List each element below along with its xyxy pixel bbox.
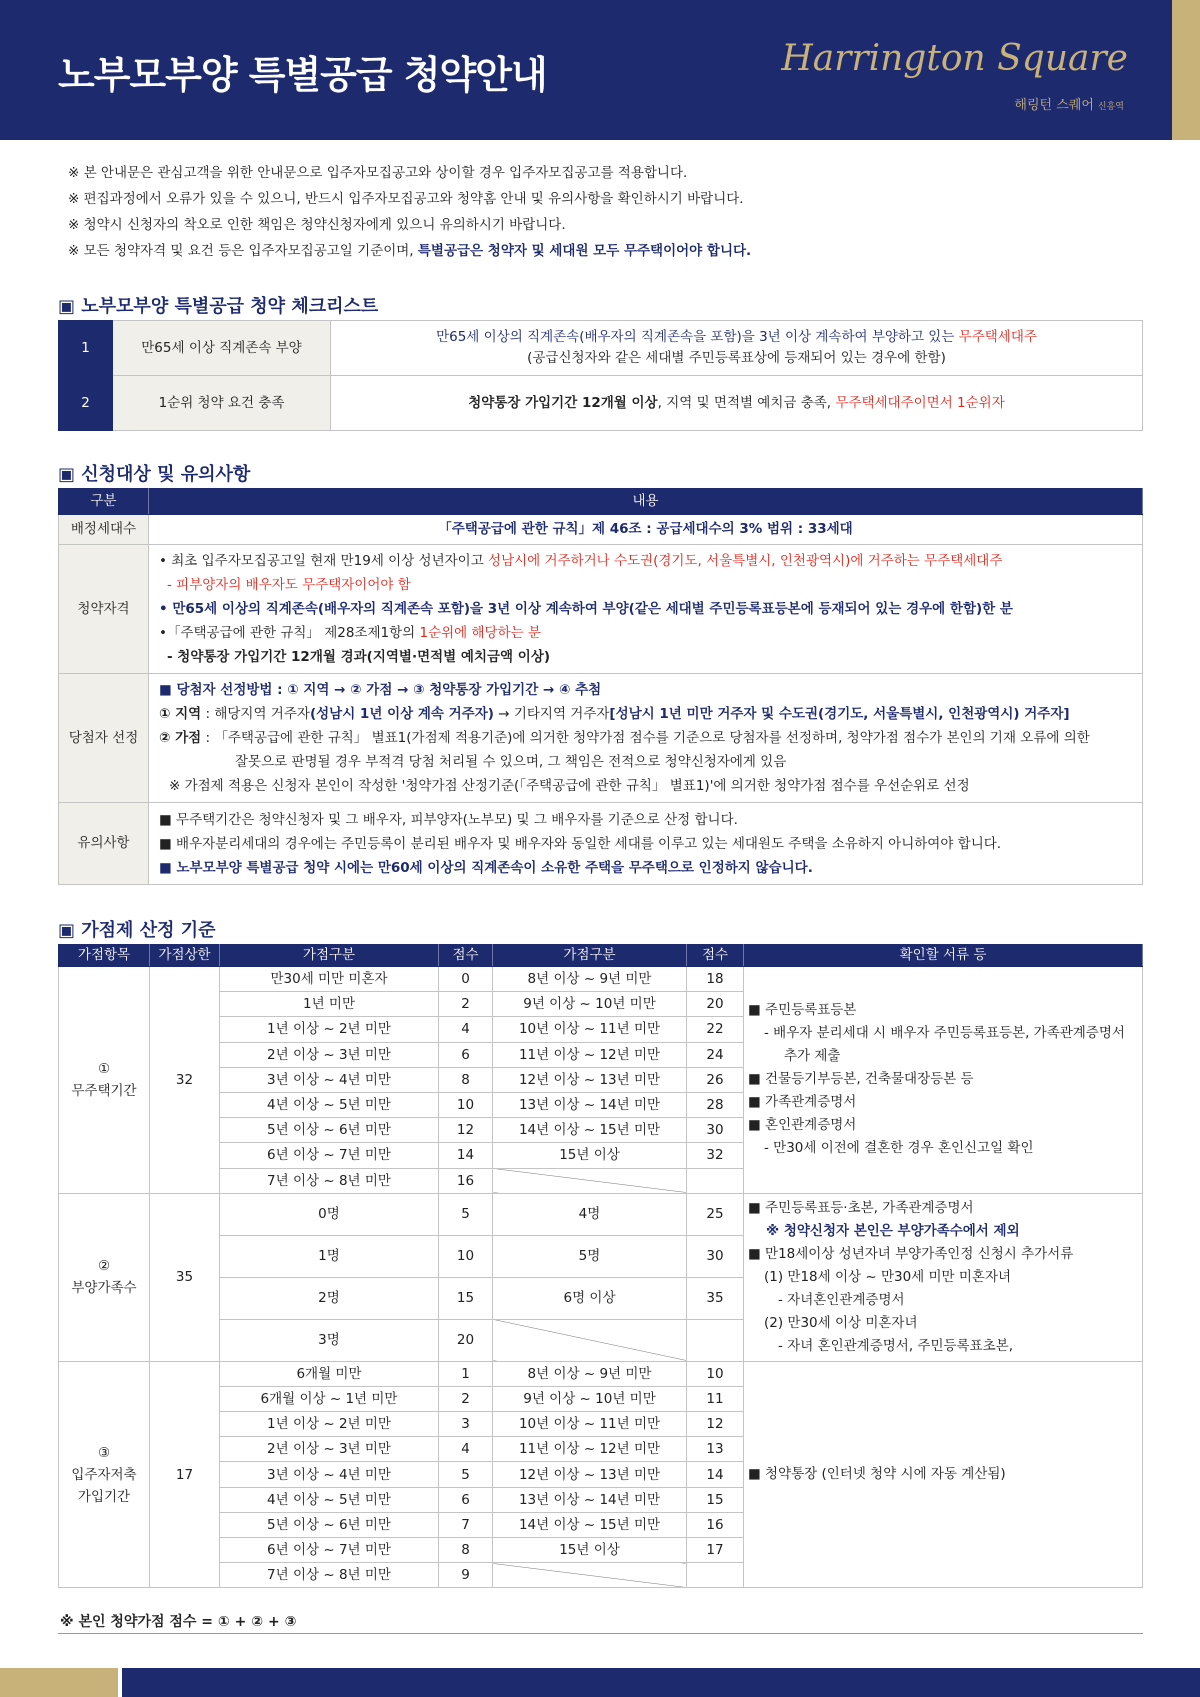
notice-text: ※ 모든 청약자격 및 요건 등은 입주자모집공고일 기준이며, xyxy=(68,243,418,259)
header-gold-bar xyxy=(1172,0,1200,140)
score-category: 2년 이상 ~ 3년 미만 xyxy=(220,1437,439,1462)
score-value: 20 xyxy=(439,1319,493,1361)
notice-line: ※ 편집과정에서 오류가 있을 수 있으니, 반드시 입주자모집공고와 청약홈 안내 및 유의사항을 확인하시기 바랍니다. xyxy=(68,191,744,207)
score-value: 3 xyxy=(439,1412,493,1437)
score-category: 4명 xyxy=(493,1193,687,1235)
document-line: ※ 청약신청자 본인은 부양가족수에서 제외 xyxy=(766,1222,1020,1239)
score-category: 13년 이상 ~ 14년 미만 xyxy=(493,1487,687,1512)
row-description xyxy=(331,321,1143,376)
score-value: 14 xyxy=(439,1143,493,1168)
scoring-heading: ▣ 가점제 산정 기준 xyxy=(58,920,216,941)
col-header: 가점상한 xyxy=(150,945,220,967)
score-category: 15년 이상 xyxy=(493,1143,687,1168)
score-category: 1년 이상 ~ 2년 미만 xyxy=(220,1017,439,1042)
brand-subtitle xyxy=(1014,94,1124,113)
table-row xyxy=(59,515,1143,545)
row-number: 1 xyxy=(59,321,113,376)
score-category: 2명 xyxy=(220,1277,439,1319)
score-value: 10 xyxy=(439,1092,493,1117)
footer-gold-bar xyxy=(0,1668,118,1697)
empty-cell xyxy=(687,1319,744,1361)
score-value: 6 xyxy=(439,1487,493,1512)
savings-item-label: ③ 입주자저축 가입기간 xyxy=(59,1361,150,1588)
score-category: 1년 이상 ~ 2년 미만 xyxy=(220,1412,439,1437)
empty-cell xyxy=(687,1168,744,1193)
desc-note: (공급신청자와 같은 세대별 주민등록표상에 등재되어 있는 경우에 한함) xyxy=(527,350,946,366)
desc-highlight: 무주택세대주이면서 1순위자 xyxy=(835,394,1005,411)
qualification-text xyxy=(149,545,1143,674)
notice-emphasis: 특별공급은 청약자 및 세대원 모두 무주택이어야 합니다. xyxy=(417,243,752,259)
score-value: 2 xyxy=(439,992,493,1017)
scoring-table xyxy=(58,944,1143,1588)
score-category: 11년 이상 ~ 12년 미만 xyxy=(493,1437,687,1462)
qual-line: - 피부양자의 배우자도 무주택자이어야 함 xyxy=(167,577,411,593)
select-emphasis: [성남시 1년 미만 거주자 및 수도권(경기도, 서울특별시, 인천광역시) 거주자] xyxy=(609,706,1070,722)
score-value: 32 xyxy=(687,1143,744,1168)
score-value: 35 xyxy=(687,1277,744,1319)
qual-line: •「주택공급에 관한 규칙」 제28조제1항의 xyxy=(159,625,420,641)
score-value: 6 xyxy=(439,1042,493,1067)
col-header: 가점구분 xyxy=(493,945,687,967)
row-label: 유의사항 xyxy=(59,803,149,885)
notice-line: ※ 본 안내문은 관심고객을 위한 안내문으로 입주자모집공고와 상이할 경우 입주자모집공고를 적용합니다. xyxy=(68,165,688,181)
document-line: ■ 혼인관계증명서 xyxy=(748,1117,857,1134)
footer-navy-bar xyxy=(122,1668,1200,1697)
score-category: 14년 이상 ~ 15년 미만 xyxy=(493,1512,687,1537)
select-text: → 기타지역 거주자 xyxy=(493,706,610,722)
document-line: - 만30세 이전에 결혼한 경우 혼인신고일 확인 xyxy=(764,1140,1034,1157)
score-value: 16 xyxy=(439,1168,493,1193)
score-value: 15 xyxy=(687,1487,744,1512)
score-value: 0 xyxy=(439,967,493,992)
score-category: 12년 이상 ~ 13년 미만 xyxy=(493,1067,687,1092)
score-value: 12 xyxy=(439,1118,493,1143)
select-line: 잘못으로 판명될 경우 부적격 당첨 처리될 수 있으며, 그 책임은 전적으로 청약신청자에게 있음 xyxy=(235,754,787,770)
document-line: - 자녀혼인관계증명서 xyxy=(778,1291,905,1308)
table-header xyxy=(59,489,1143,515)
checklist-heading: ▣ 노부모부양 특별공급 청약 체크리스트 xyxy=(58,296,379,317)
score-category: 8년 이상 ~ 9년 미만 xyxy=(493,1361,687,1386)
caution-line: ■ 배우자분리세대의 경우에는 주민등록이 분리된 배우자 및 배우자와 동일한 세대를 이루고 있는 세대원도 주택을 소유하지 아니하여야 합니다. xyxy=(159,835,1002,852)
select-line: ■ 당첨자 선정방법 : ① 지역 → ② 가점 → ③ 청약통장 가입기간 → ④ 추첨 xyxy=(159,682,602,698)
score-value: 10 xyxy=(439,1235,493,1277)
table-row xyxy=(59,674,1143,803)
col-header: 내용 xyxy=(149,489,1143,515)
select-key: ② 가점 xyxy=(159,730,202,746)
score-category: 5명 xyxy=(493,1235,687,1277)
brand-korean: 해링턴 스퀘어 xyxy=(1014,98,1094,113)
score-value: 8 xyxy=(439,1538,493,1563)
row-label: 청약자격 xyxy=(59,545,149,674)
select-emphasis: (성남시 1년 이상 계속 거주자) xyxy=(309,706,494,722)
row-description xyxy=(331,376,1143,431)
brand-logo: Harrington Square xyxy=(781,38,1128,79)
score-value: 4 xyxy=(439,1017,493,1042)
qual-line: • 만65세 이상의 직계존속(배우자의 직계존속 포함)을 3년 이상 계속하여 부양(같은 세대별 주민등록표등본에 등재되어 있는 경우에 한함)한 분 xyxy=(159,601,1013,617)
caution-text xyxy=(149,803,1143,885)
row-label: 배정세대수 xyxy=(59,515,149,545)
score-category: 6년 이상 ~ 7년 미만 xyxy=(220,1143,439,1168)
score-value: 24 xyxy=(687,1042,744,1067)
desc-text: , 지역 및 면적별 예치금 충족, xyxy=(657,394,836,411)
score-category: 1년 미만 xyxy=(220,992,439,1017)
score-value: 16 xyxy=(687,1512,744,1537)
col-header: 확인할 서류 등 xyxy=(744,945,1143,967)
document-line: ■ 가족관계증명서 xyxy=(748,1094,857,1111)
score-value: 14 xyxy=(687,1462,744,1487)
document-line: ■ 주민등록표등·초본, 가족관계증명서 xyxy=(748,1199,974,1216)
select-text: : 해당지역 거주자 xyxy=(201,706,310,722)
caution-line: ■ 노부모부양 특별공급 청약 시에는 만60세 이상의 직계존속이 소유한 주택을 무주택으로 인정하지 않습니다. xyxy=(159,859,813,876)
alloc-value: 「주택공급에 관한 규칙」제 46조 : 공급세대수의 3% 범위 : 33세대 xyxy=(149,515,1143,545)
score-category: 9년 이상 ~ 10년 미만 xyxy=(493,992,687,1017)
empty-cell xyxy=(687,1563,744,1588)
qual-highlight: 성남시에 거주하거나 수도권(경기도, 서울특별시, 인천광역시)에 거주하는 무주택세대주 xyxy=(488,553,1003,569)
score-value: 13 xyxy=(687,1437,744,1462)
score-value: 8 xyxy=(439,1067,493,1092)
qual-line: - 청약통장 가입기간 12개월 경과(지역별·면적별 예치금액 이상) xyxy=(167,649,551,665)
select-line: ※ 가점제 적용은 신청자 본인이 작성한 '청약가점 산정기준(「주택공급에 관한 규칙」 별표1)'에 의거한 청약가점 점수를 우선순위로 선정 xyxy=(169,778,970,794)
family-max-score: 35 xyxy=(150,1193,220,1361)
score-value: 17 xyxy=(687,1538,744,1563)
page-title: 노부모부양 특별공급 청약안내 xyxy=(58,53,547,97)
score-category: 12년 이상 ~ 13년 미만 xyxy=(493,1462,687,1487)
table-row xyxy=(59,545,1143,674)
col-header: 점수 xyxy=(687,945,744,967)
score-value: 22 xyxy=(687,1017,744,1042)
checklist-table xyxy=(58,320,1143,431)
score-value: 25 xyxy=(687,1193,744,1235)
score-category: 3년 이상 ~ 4년 미만 xyxy=(220,1462,439,1487)
document-line: - 자녀 혼인관계증명서, 주민등록표초본, xyxy=(778,1337,1013,1354)
col-header: 점수 xyxy=(439,945,493,967)
document-line: ■ 주민등록표등본 xyxy=(748,1002,857,1019)
qual-line: • 최초 입주자모집공고일 현재 만19세 이상 성년자이고 xyxy=(159,553,489,569)
score-category: 10년 이상 ~ 11년 미만 xyxy=(493,1017,687,1042)
notice-list xyxy=(68,160,1168,264)
score-value: 9 xyxy=(439,1563,493,1588)
table-row xyxy=(59,1193,1143,1235)
eligibility-table xyxy=(58,488,1143,885)
table-row xyxy=(59,376,1143,431)
score-value: 1 xyxy=(439,1361,493,1386)
score-value: 12 xyxy=(687,1412,744,1437)
row-label: 1순위 청약 요건 충족 xyxy=(113,376,331,431)
score-category: 5년 이상 ~ 6년 미만 xyxy=(220,1512,439,1537)
table-row xyxy=(59,1361,1143,1386)
score-category: 11년 이상 ~ 12년 미만 xyxy=(493,1042,687,1067)
caution-line: ■ 무주택기간은 청약신청자 및 그 배우자, 피부양자(노부모) 및 그 배우자를 기준으로 산정 합니다. xyxy=(159,811,738,828)
score-category: 4년 이상 ~ 5년 미만 xyxy=(220,1487,439,1512)
document-line: (1) 만18세 이상 ~ 만30세 미만 미혼자녀 xyxy=(764,1268,1012,1285)
savings-max-score: 17 xyxy=(150,1361,220,1588)
desc-highlight: 무주택세대주 xyxy=(958,329,1037,345)
score-category: 1명 xyxy=(220,1235,439,1277)
select-text: : 「주택공급에 관한 규칙」 별표1(가점제 적용기준)에 의거한 청약가점 점수를 기준으로 당첨자를 선정하며, 청약가점 점수가 본인의 기재 오류에 의한 xyxy=(201,730,1090,746)
document-line: (2) 만30세 이상 미혼자녀 xyxy=(764,1314,918,1331)
score-category: 6년 이상 ~ 7년 미만 xyxy=(220,1538,439,1563)
notice-line: ※ 청약시 신청자의 착오로 인한 책임은 청약신청자에게 있으니 유의하시기 바랍니다. xyxy=(68,217,566,233)
score-value: 26 xyxy=(687,1067,744,1092)
col-header: 가점항목 xyxy=(59,945,150,967)
score-category: 13년 이상 ~ 14년 미만 xyxy=(493,1092,687,1117)
qual-highlight: 1순위에 해당하는 분 xyxy=(419,625,541,641)
table-header xyxy=(59,945,1143,967)
score-category: 2년 이상 ~ 3년 미만 xyxy=(220,1042,439,1067)
score-category: 9년 이상 ~ 10년 미만 xyxy=(493,1386,687,1411)
row-label: 만65세 이상 직계존속 부양 xyxy=(113,321,331,376)
row-label: 당첨자 선정 xyxy=(59,674,149,803)
score-category: 6개월 미만 xyxy=(220,1361,439,1386)
brand-station: 신흥역 xyxy=(1097,102,1124,112)
desc-text: 만65세 이상의 직계존속(배우자의 직계존속을 포함)을 3년 이상 계속하여 부양하고 있는 xyxy=(436,329,959,345)
score-value: 11 xyxy=(687,1386,744,1411)
score-value: 30 xyxy=(687,1235,744,1277)
header-banner xyxy=(0,0,1200,140)
score-category: 14년 이상 ~ 15년 미만 xyxy=(493,1118,687,1143)
score-category: 15년 이상 xyxy=(493,1538,687,1563)
selection-text xyxy=(149,674,1143,803)
document-line: 추가 제출 xyxy=(784,1048,841,1065)
table-row xyxy=(59,967,1143,992)
document-line: - 배우자 분리세대 시 배우자 주민등록표등본, 가족관계증명서 xyxy=(764,1025,1125,1042)
document-line: ■ 만18세이상 성년자녀 부양가족인정 신청시 추가서류 xyxy=(748,1245,1074,1262)
score-category: 0명 xyxy=(220,1193,439,1235)
score-value: 7 xyxy=(439,1512,493,1537)
col-header: 가점구분 xyxy=(220,945,439,967)
eligibility-heading: ▣ 신청대상 및 유의사항 xyxy=(58,464,251,485)
score-category: 6개월 이상 ~ 1년 미만 xyxy=(220,1386,439,1411)
score-category: 7년 이상 ~ 8년 미만 xyxy=(220,1168,439,1193)
score-category: 만30세 미만 미혼자 xyxy=(220,967,439,992)
family-item-label: ② 부양가족수 xyxy=(59,1193,150,1361)
score-value: 28 xyxy=(687,1092,744,1117)
savings-required-documents: ■ 청약통장 (인터넷 청약 시에 자동 계산됨) xyxy=(744,1361,1143,1588)
table-row xyxy=(59,803,1143,885)
score-category: 3명 xyxy=(220,1319,439,1361)
score-category: 6명 이상 xyxy=(493,1277,687,1319)
score-value: 18 xyxy=(687,967,744,992)
score-value: 5 xyxy=(439,1193,493,1235)
score-category: 3년 이상 ~ 4년 미만 xyxy=(220,1067,439,1092)
table-row xyxy=(59,321,1143,376)
score-category: 7년 이상 ~ 8년 미만 xyxy=(220,1563,439,1588)
score-value: 10 xyxy=(687,1361,744,1386)
score-value: 4 xyxy=(439,1437,493,1462)
score-value: 20 xyxy=(687,992,744,1017)
score-value: 30 xyxy=(687,1118,744,1143)
row-number: 2 xyxy=(59,376,113,431)
empty-cell xyxy=(493,1563,687,1588)
empty-cell xyxy=(493,1168,687,1193)
empty-cell xyxy=(493,1319,687,1361)
desc-bold: 청약통장 가입기간 12개월 이상 xyxy=(468,394,658,411)
house-required-documents xyxy=(744,967,1143,1194)
score-value: 2 xyxy=(439,1386,493,1411)
score-category: 5년 이상 ~ 6년 미만 xyxy=(220,1118,439,1143)
col-header: 구분 xyxy=(59,489,149,515)
document-line: ■ 건물등기부등본, 건축물대장등본 등 xyxy=(748,1071,974,1088)
house-max-score: 32 xyxy=(150,967,220,1194)
score-value: 5 xyxy=(439,1462,493,1487)
score-value: 15 xyxy=(439,1277,493,1319)
family-required-documents xyxy=(744,1193,1143,1361)
house-item-label: ① 무주택기간 xyxy=(59,967,150,1194)
select-key: ① 지역 xyxy=(159,706,202,722)
score-category: 4년 이상 ~ 5년 미만 xyxy=(220,1092,439,1117)
score-category: 8년 이상 ~ 9년 미만 xyxy=(493,967,687,992)
notice-line xyxy=(68,238,1168,264)
score-category: 10년 이상 ~ 11년 미만 xyxy=(493,1412,687,1437)
total-score-formula: ※ 본인 청약가점 점수 = ① + ② + ③ xyxy=(58,1612,1143,1634)
